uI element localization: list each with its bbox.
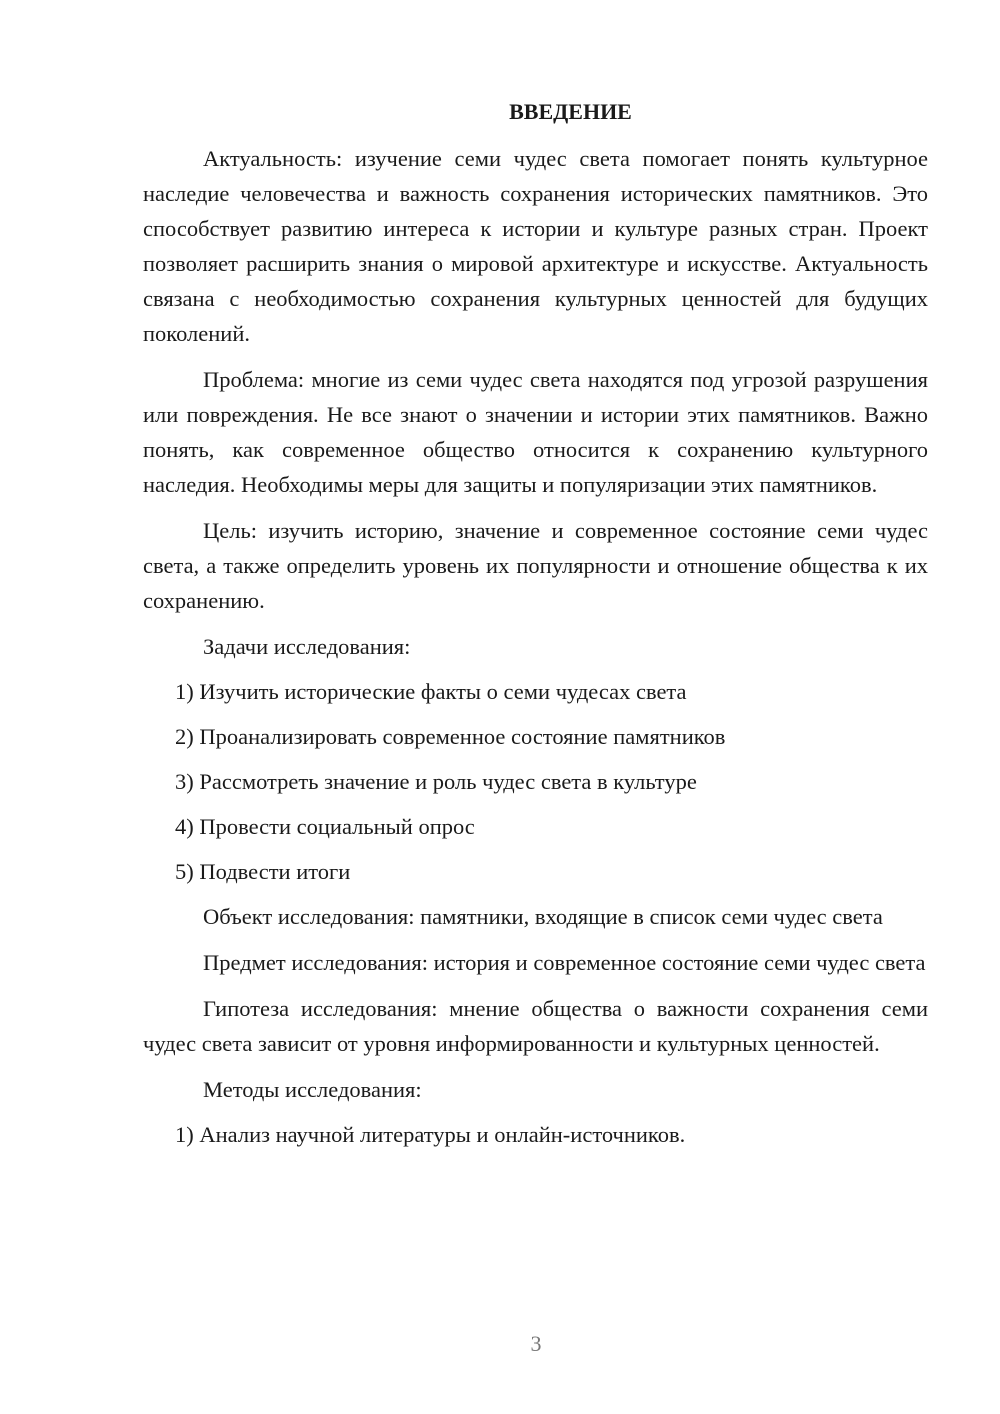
goal-paragraph: Цель: изучить историю, значение и современное состояние семи чудес света, а также определить уровень их популярности и отношение общества к их сохранению. bbox=[143, 518, 928, 613]
methods-list bbox=[143, 1117, 928, 1152]
object-paragraph: Объект исследования: памятники, входящие в список семи чудес света bbox=[203, 904, 883, 929]
page-number: 3 bbox=[530, 1331, 542, 1356]
list-item: 3) Рассмотреть значение и роль чудес света в культуре bbox=[175, 769, 697, 794]
problem-paragraph: Проблема: многие из семи чудес света находятся под угрозой разрушения или повреждения. Не все знают о значении и истории этих памятников. Важно понять, как современное общество относится к сохранению культурного наследия. Необходимы меры для защиты и популяризации этих памятников. bbox=[143, 367, 928, 497]
list-item: 1) Анализ научной литературы и онлайн-источников. bbox=[175, 1122, 686, 1147]
tasks-label: Задачи исследования: bbox=[203, 634, 411, 659]
page-content bbox=[143, 94, 928, 1162]
section-title: ВВЕДЕНИЕ bbox=[509, 99, 632, 124]
tasks-list bbox=[143, 674, 928, 889]
relevance-paragraph: Актуальность: изучение семи чудес света помогает понять культурное наследие человечества и важность сохранения исторических памятников. Это способствует развитию интереса к истории и культуре разных стран. Проект позволяет расширить знания о мировой архитектуре и искусстве. Актуальность связана с необходимостью сохранения культурных ценностей для будущих поколений. bbox=[143, 146, 928, 346]
list-item: 5) Подвести итоги bbox=[175, 859, 351, 884]
methods-label: Методы исследования: bbox=[203, 1077, 422, 1102]
list-item: 1) Изучить исторические факты о семи чудесах света bbox=[175, 679, 687, 704]
hypothesis-paragraph: Гипотеза исследования: мнение общества о важности сохранения семи чудес света зависит от уровня информированности и культурных ценностей. bbox=[143, 996, 928, 1056]
subject-paragraph: Предмет исследования: история и современное состояние семи чудес света bbox=[203, 950, 926, 975]
list-item: 4) Провести социальный опрос bbox=[175, 814, 475, 839]
list-item: 2) Проанализировать современное состояние памятников bbox=[175, 724, 726, 749]
